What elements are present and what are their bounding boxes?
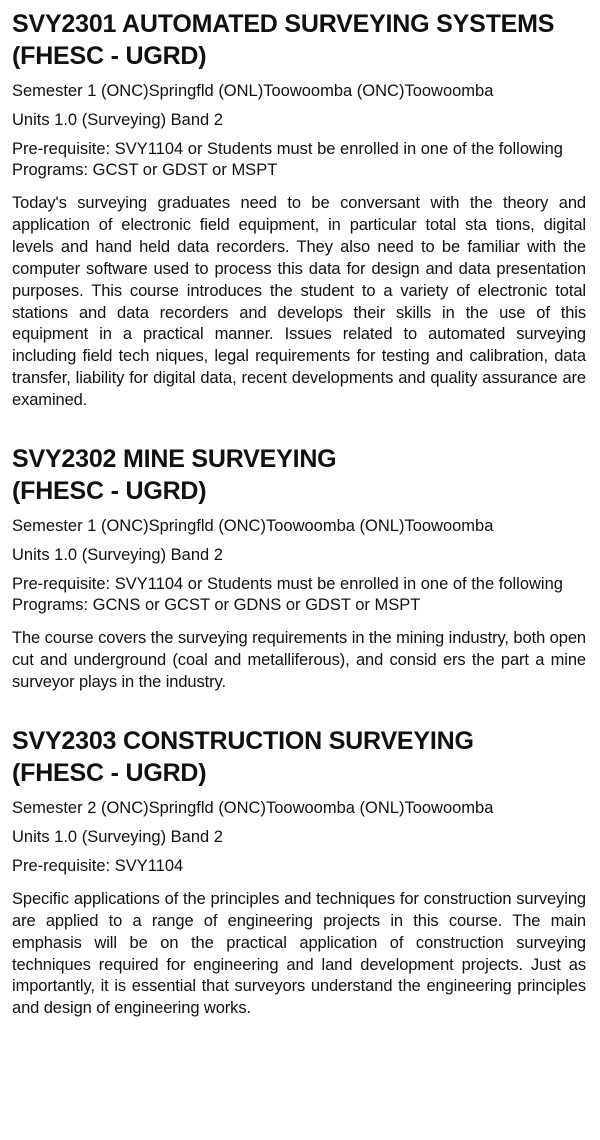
course-description: Today's surveying graduates need to be conversant with the theory and application of electronic field equipment, in particular total sta tions, digital levels and hand held data recorders. They also need to be familiar with the computer software used to process this data for design and data presentation purposes. This course introduces the student to a variety of electronic total stations and data recorders and develops their skills in the use of this equipment in a practical manner. Issues related to automated surveying including field tech niques, legal requirements for testing and calibration, data transfer, liability for digital data, recent developments and quality assurance are examined. <box>12 194 586 410</box>
course-semester-offerings: Semester 2 (ONC)Springfld (ONC)Toowoomba (ONL)Toowoomba <box>12 798 494 817</box>
course-prerequisite: Pre-requisite: SVY1104 or Students must be enrolled in one of the following Programs: GCNS or GCST or GDNS or GDST or MSPT <box>12 575 563 615</box>
course-units: Units 1.0 (Surveying) Band 2 <box>12 111 223 129</box>
course-code-name: SVY2302 MINE SURVEYING <box>12 445 337 474</box>
course-faculty: (FHESC - UGRD) <box>12 477 207 506</box>
course-title <box>12 725 586 789</box>
course-units: Units 1.0 (Surveying) Band 2 <box>12 546 223 565</box>
course-faculty: (FHESC - UGRD) <box>12 758 207 787</box>
course-semester-offerings: Semester 1 (ONC)Springfld (ONL)Toowoomba (ONC)Toowoomba <box>12 82 494 100</box>
course-entry-svy2301 <box>12 8 586 412</box>
course-faculty: (FHESC - UGRD) <box>12 42 207 70</box>
course-entry-svy2302 <box>12 443 586 694</box>
course-title <box>12 8 586 72</box>
course-description: The course covers the surveying requirements in the mining industry, both open cut and underground (coal and metalliferous), and consid ers the part a mine surveyor plays in the industry. <box>12 629 586 691</box>
course-entry-svy2303 <box>12 725 586 1020</box>
course-code-name: SVY2301 AUTOMATED SURVEYING SYSTEMS <box>12 10 555 38</box>
course-code-name: SVY2303 CONSTRUCTION SURVEYING <box>12 726 474 755</box>
course-prerequisite: Pre-requisite: SVY1104 <box>12 856 184 875</box>
course-units: Units 1.0 (Surveying) Band 2 <box>12 827 223 846</box>
course-description: Specific applications of the principles and techniques for construction surveying are applied to a range of engineering projects in this course. The main emphasis will be on the practical application of construction surveying techniques required for engineering and land development projects. Just as importantly, it is essential that surveyors understand the engineering principles and design of engineering works. <box>12 889 586 1018</box>
course-prerequisite: Pre-requisite: SVY1104 or Students must be enrolled in one of the following Programs: GCST or GDST or MSPT <box>12 140 563 179</box>
course-title <box>12 443 586 507</box>
course-semester-offerings: Semester 1 (ONC)Springfld (ONC)Toowoomba (ONL)Toowoomba <box>12 517 494 536</box>
